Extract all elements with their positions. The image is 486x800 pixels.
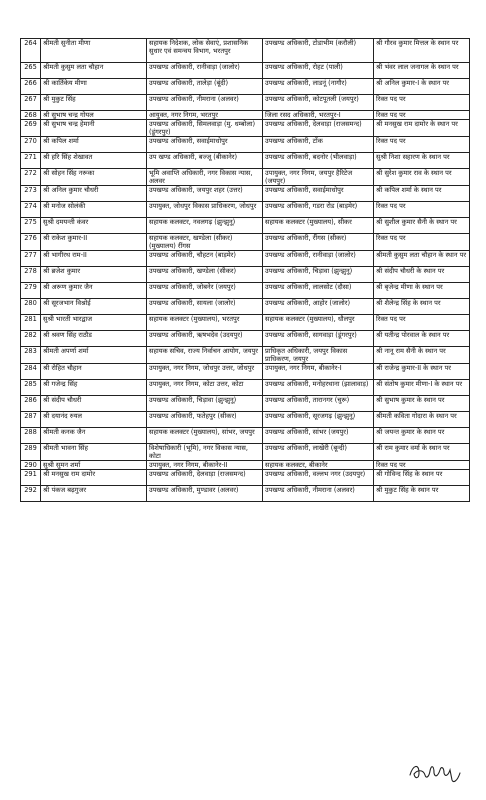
officer-name-cell: श्रीमती कनक जैन bbox=[41, 428, 147, 444]
remark-cell: श्री कपिल शर्मा के स्थान पर bbox=[374, 186, 470, 202]
signature bbox=[407, 753, 465, 783]
new-posting-cell: उपखण्ड अधिकारी, रींगस (सीकर) bbox=[263, 234, 374, 251]
serial-cell: 284 bbox=[21, 364, 41, 380]
remark-cell: श्री बृजेन्द्र मीणा के स्थान पर bbox=[374, 283, 470, 299]
new-posting-cell: सहायक कलक्टर (मुख्यालय), धौलपुर bbox=[263, 315, 374, 331]
table-row bbox=[21, 299, 470, 315]
remark-cell: श्री मनसुख राम दामोर के स्थान पर bbox=[374, 120, 470, 137]
serial-cell: 267 bbox=[21, 95, 41, 111]
current-post-cell: उपायुक्त, जोधपुर विकास प्राधिकरण, जोधपुर bbox=[147, 202, 263, 218]
serial-cell: 292 bbox=[21, 486, 41, 502]
current-post-cell: उपखण्ड अधिकारी, जोबनेर (जयपुर) bbox=[147, 283, 263, 299]
officer-name-cell: श्री कार्तिकेय मीणा bbox=[41, 79, 147, 95]
new-posting-cell: जिला रसद अधिकारी, भरतपुर-I bbox=[263, 111, 374, 120]
remark-cell: श्री अनिल कुमार-I के स्थान पर bbox=[374, 79, 470, 95]
current-post-cell: भूमि अवाप्ति अधिकारी, नगर विकास न्यास, अलवर bbox=[147, 169, 263, 186]
table-row bbox=[21, 331, 470, 347]
table-row bbox=[21, 444, 470, 461]
officer-name-cell: श्री सुभाष चन्द्र गोयल bbox=[41, 111, 147, 120]
remark-cell: श्री गौरव कुमार मित्तल के स्थान पर bbox=[374, 39, 470, 63]
remark-cell: श्री नानू राम सैनी के स्थान पर bbox=[374, 347, 470, 364]
officer-name-cell: श्री श्रवण सिंह राठौड bbox=[41, 331, 147, 347]
officer-name-cell: श्रीमती अपर्णा शर्मा bbox=[41, 347, 147, 364]
current-post-cell: उपखण्ड अधिकारी, जयपुर शहर (उत्तर) bbox=[147, 186, 263, 202]
new-posting-cell: उपायुक्त, नगर निगम, बीकानेर-I bbox=[263, 364, 374, 380]
officer-name-cell: श्री कपिल शर्मा bbox=[41, 137, 147, 153]
current-post-cell: उपायुक्त, नगर निगम, जोधपुर उत्तर, जोधपुर bbox=[147, 364, 263, 380]
table-row bbox=[21, 137, 470, 153]
table-row bbox=[21, 202, 470, 218]
current-post-cell: विशेषाधिकारी (भूमि), नगर विकास न्यास, कोटा bbox=[147, 444, 263, 461]
remark-cell: श्रीमती कुसुम लता चौहान के स्थान पर bbox=[374, 251, 470, 267]
remark-cell: श्री शैलेन्द्र सिंह के स्थान पर bbox=[374, 299, 470, 315]
current-post-cell: उपखण्ड अधिकारी, सायला (जालोर) bbox=[147, 299, 263, 315]
table-row bbox=[21, 428, 470, 444]
remark-cell: रिक्त पद पर bbox=[374, 315, 470, 331]
new-posting-cell: उपखण्ड अधिकारी, आहोर (जालोर) bbox=[263, 299, 374, 315]
officer-name-cell: श्री राकेश कुमार-II bbox=[41, 234, 147, 251]
officer-name-cell: श्री मनसुख राम दामोर bbox=[41, 470, 147, 486]
table-row bbox=[21, 486, 470, 502]
serial-cell: 286 bbox=[21, 396, 41, 412]
current-post-cell: उपखण्ड अधिकारी, चौहटन (बाड़मेर) bbox=[147, 251, 263, 267]
remark-cell: रिक्त पद पर bbox=[374, 461, 470, 470]
table-row bbox=[21, 186, 470, 202]
serial-cell: 272 bbox=[21, 169, 41, 186]
new-posting-cell: उपखण्ड अधिकारी, बदनोर (भीलवाड़ा) bbox=[263, 153, 374, 169]
serial-cell: 269 bbox=[21, 120, 41, 137]
serial-cell: 271 bbox=[21, 153, 41, 169]
new-posting-cell: उपायुक्त, नगर निगम, जयपुर हैरिटेज (जयपुर) bbox=[263, 169, 374, 186]
current-post-cell: उपखण्ड अधिकारी, देलवाड़ा (राजसमन्द) bbox=[147, 470, 263, 486]
serial-cell: 277 bbox=[21, 251, 41, 267]
transfer-order-document bbox=[20, 38, 469, 502]
new-posting-cell: प्राधिकृत अधिकारी, जयपुर विकास प्राधिकरण, जयपुर bbox=[263, 347, 374, 364]
officer-name-cell: सुश्री सुमन शर्मा bbox=[41, 461, 147, 470]
table-row bbox=[21, 283, 470, 299]
remark-cell: श्री सुरेश कुमार राव के स्थान पर bbox=[374, 169, 470, 186]
current-post-cell: उपखण्ड अधिकारी, रानीवाड़ा (जालोर) bbox=[147, 63, 263, 79]
table-row bbox=[21, 63, 470, 79]
table-row bbox=[21, 169, 470, 186]
new-posting-cell: उपखण्ड अधिकारी, देलवाड़ा (राजसमन्द) bbox=[263, 120, 374, 137]
officer-name-cell: श्री रोहित चौहान bbox=[41, 364, 147, 380]
officer-name-cell: सुश्री दमयन्ती कंवर bbox=[41, 218, 147, 234]
remark-cell: श्री संतोष कुमार मीणा-I के स्थान पर bbox=[374, 380, 470, 396]
current-post-cell: उपखण्ड अधिकारी, सवाईमाधोपुर bbox=[147, 137, 263, 153]
remark-cell: श्री भंवर लाल जनागल के स्थान पर bbox=[374, 63, 470, 79]
remark-cell: श्री यतीन्द्र पोरवाल के स्थान पर bbox=[374, 331, 470, 347]
serial-cell: 290 bbox=[21, 461, 41, 470]
current-post-cell: उप खण्ड अधिकारी, बज्जू (बीकानेर) bbox=[147, 153, 263, 169]
remark-cell: रिक्त पद पर bbox=[374, 111, 470, 120]
serial-cell: 289 bbox=[21, 444, 41, 461]
table-row bbox=[21, 470, 470, 486]
table-row bbox=[21, 95, 470, 111]
serial-cell: 281 bbox=[21, 315, 41, 331]
officer-name-cell: श्री भागीरथ राम-II bbox=[41, 251, 147, 267]
current-post-cell: सहायक सचिव, राज्य निर्वाचन आयोग, जयपुर bbox=[147, 347, 263, 364]
remark-cell: श्रीमती कविता गोदारा के स्थान पर bbox=[374, 412, 470, 428]
table-row bbox=[21, 380, 470, 396]
current-post-cell: सहायक निदेशक, लोक सेवाएं, प्रशासनिक सुधार एवं समन्वय विभाग, भरतपुर bbox=[147, 39, 263, 63]
new-posting-cell: उपखण्ड अधिकारी, लालसोट (दौसा) bbox=[263, 283, 374, 299]
table-row bbox=[21, 347, 470, 364]
new-posting-cell: सहायक कलक्टर (मुख्यालय), सीकर bbox=[263, 218, 374, 234]
officer-name-cell: श्री हरि सिंह शेखावत bbox=[41, 153, 147, 169]
serial-cell: 264 bbox=[21, 39, 41, 63]
new-posting-cell: उपखण्ड अधिकारी, कोटपूतली (जयपुर) bbox=[263, 95, 374, 111]
officer-name-cell: श्रीमती भावना सिंह bbox=[41, 444, 147, 461]
transfer-table bbox=[20, 38, 470, 502]
table-row bbox=[21, 315, 470, 331]
current-post-cell: उपखण्ड अधिकारी, मुण्डावर (अलवर) bbox=[147, 486, 263, 502]
serial-cell: 275 bbox=[21, 218, 41, 234]
officer-name-cell: श्री मनोज सोलंकी bbox=[41, 202, 147, 218]
officer-name-cell: श्री गजेन्द्र सिंह bbox=[41, 380, 147, 396]
officer-name-cell: श्रीमती कुसुम लता चौहान bbox=[41, 63, 147, 79]
serial-cell: 270 bbox=[21, 137, 41, 153]
serial-cell: 282 bbox=[21, 331, 41, 347]
officer-name-cell: श्री संदीप चौधरी bbox=[41, 396, 147, 412]
table-row bbox=[21, 218, 470, 234]
current-post-cell: उपखण्ड अधिकारी, चिड़ावा (झुन्झुनू) bbox=[147, 396, 263, 412]
serial-cell: 276 bbox=[21, 234, 41, 251]
new-posting-cell: उपखण्ड अधिकारी, सागवाड़ा (डूंगरपुर) bbox=[263, 331, 374, 347]
new-posting-cell: उपखण्ड अधिकारी, सूरजगढ़ (झुन्झुनू) bbox=[263, 412, 374, 428]
officer-name-cell: श्री दयानंद रुयल bbox=[41, 412, 147, 428]
new-posting-cell: उपखण्ड अधिकारी, चिड़ावा (झुन्झुनू) bbox=[263, 267, 374, 283]
serial-cell: 287 bbox=[21, 412, 41, 428]
current-post-cell: सहायक कलक्टर, खण्डेला (सीकर) (मुख्यालय) रींगस bbox=[147, 234, 263, 251]
remark-cell: श्री राजेन्द्र कुमार-II के स्थान पर bbox=[374, 364, 470, 380]
remark-cell: रिक्त पद पर bbox=[374, 95, 470, 111]
transfer-table-body bbox=[21, 39, 470, 502]
table-row bbox=[21, 412, 470, 428]
new-posting-cell: उपखण्ड अधिकारी, नीमराना (अलवर) bbox=[263, 486, 374, 502]
table-row bbox=[21, 461, 470, 470]
table-row bbox=[21, 79, 470, 95]
current-post-cell: आयुक्त, नगर निगम, भरतपुर bbox=[147, 111, 263, 120]
remark-cell: श्री सुशील कुमार सैनी के स्थान पर bbox=[374, 218, 470, 234]
new-posting-cell: उपखण्ड अधिकारी, सांभर (जयपुर) bbox=[263, 428, 374, 444]
serial-cell: 278 bbox=[21, 267, 41, 283]
serial-cell: 283 bbox=[21, 347, 41, 364]
new-posting-cell: उपखण्ड अधिकारी, मनोहरथाना (झालावाड़) bbox=[263, 380, 374, 396]
new-posting-cell: उपखण्ड अधिकारी, टोंक bbox=[263, 137, 374, 153]
officer-name-cell: श्री सूरजभान विश्नोई bbox=[41, 299, 147, 315]
remark-cell: रिक्त पद पर bbox=[374, 137, 470, 153]
remark-cell: श्री जयन्त कुमार के स्थान पर bbox=[374, 428, 470, 444]
current-post-cell: उपायुक्त, नगर निगम, बीकानेर-II bbox=[147, 461, 263, 470]
table-row bbox=[21, 153, 470, 169]
remark-cell: श्री मुकुट सिंह के स्थान पर bbox=[374, 486, 470, 502]
current-post-cell: उपखण्ड अधिकारी, फतेहपुर (सीकर) bbox=[147, 412, 263, 428]
new-posting-cell: उपखण्ड अधिकारी, सवाईमाधोपुर bbox=[263, 186, 374, 202]
current-post-cell: सहायक कलक्टर (मुख्यालय), सांभर, जयपुर bbox=[147, 428, 263, 444]
table-row bbox=[21, 120, 470, 137]
new-posting-cell: उपखण्ड अधिकारी, रोहट (पाली) bbox=[263, 63, 374, 79]
new-posting-cell: उपखण्ड अधिकारी, लाखेरी (बून्दी) bbox=[263, 444, 374, 461]
current-post-cell: उपायुक्त, नगर निगम, कोटा उत्तर, कोटा bbox=[147, 380, 263, 396]
officer-name-cell: सुश्री भारती भारद्वाज bbox=[41, 315, 147, 331]
current-post-cell: सहायक कलक्टर, नवलगढ़ (झुन्झुनू) bbox=[147, 218, 263, 234]
serial-cell: 285 bbox=[21, 380, 41, 396]
current-post-cell: सहायक कलक्टर (मुख्यालय), भरतपुर bbox=[147, 315, 263, 331]
remark-cell: श्री गोविन्द सिंह के स्थान पर bbox=[374, 470, 470, 486]
officer-name-cell: श्री मुकुट सिंह bbox=[41, 95, 147, 111]
remark-cell: रिक्त पद पर bbox=[374, 202, 470, 218]
table-row bbox=[21, 364, 470, 380]
serial-cell: 279 bbox=[21, 283, 41, 299]
new-posting-cell: उपखण्ड अधिकारी, रानीवाड़ा (जालोर) bbox=[263, 251, 374, 267]
officer-name-cell: श्री सुभाष चन्द्र हेमानी bbox=[41, 120, 147, 137]
officer-name-cell: श्री सोहन सिंह नरूका bbox=[41, 169, 147, 186]
serial-cell: 265 bbox=[21, 63, 41, 79]
serial-cell: 291 bbox=[21, 470, 41, 486]
remark-cell: श्री राम कुमार वर्मा के स्थान पर bbox=[374, 444, 470, 461]
new-posting-cell: उपखण्ड अधिकारी, टोडाभीम (करौली) bbox=[263, 39, 374, 63]
serial-cell: 288 bbox=[21, 428, 41, 444]
table-row bbox=[21, 111, 470, 120]
officer-name-cell: श्री ब्रजेश कुमार bbox=[41, 267, 147, 283]
officer-name-cell: श्रीमती सुनीता मीणा bbox=[41, 39, 147, 63]
table-row bbox=[21, 251, 470, 267]
officer-name-cell: श्री अनिल कुमार चौधरी bbox=[41, 186, 147, 202]
table-row bbox=[21, 396, 470, 412]
current-post-cell: उपखण्ड अधिकारी, ऋषभदेव (उदयपुर) bbox=[147, 331, 263, 347]
new-posting-cell: उपखण्ड अधिकारी, वल्लभ नगर (उदयपुर) bbox=[263, 470, 374, 486]
serial-cell: 266 bbox=[21, 79, 41, 95]
serial-cell: 274 bbox=[21, 202, 41, 218]
remark-cell: श्री संदीप चौधरी के स्थान पर bbox=[374, 267, 470, 283]
current-post-cell: उपखण्ड अधिकारी, तालेड़ा (बूंदी) bbox=[147, 79, 263, 95]
remark-cell: श्री सुभाष कुमार के स्थान पर bbox=[374, 396, 470, 412]
current-post-cell: उपखण्ड अधिकारी, नीमराना (अलवर) bbox=[147, 95, 263, 111]
table-row bbox=[21, 234, 470, 251]
table-row bbox=[21, 39, 470, 63]
officer-name-cell: श्री अरूण कुमार जैन bbox=[41, 283, 147, 299]
serial-cell: 268 bbox=[21, 111, 41, 120]
new-posting-cell: उपखण्ड अधिकारी, तारानगर (चुरू) bbox=[263, 396, 374, 412]
current-post-cell: उपखण्ड अधिकारी, सिमलवाड़ा (मु. धम्बोला) (डूंगरपुर) bbox=[147, 120, 263, 137]
officer-name-cell: श्री पंकज बढ़गुजर bbox=[41, 486, 147, 502]
current-post-cell: उपखण्ड अधिकारी, खण्डेला (सीकर) bbox=[147, 267, 263, 283]
new-posting-cell: सहायक कलक्टर, बीकानेर bbox=[263, 461, 374, 470]
new-posting-cell: उपखण्ड अधिकारी, गडरा रोड (बाड़मेर) bbox=[263, 202, 374, 218]
serial-cell: 280 bbox=[21, 299, 41, 315]
remark-cell: सुश्री निशा सहारण के स्थान पर bbox=[374, 153, 470, 169]
new-posting-cell: उपखण्ड अधिकारी, लाडनूं (नागौर) bbox=[263, 79, 374, 95]
table-row bbox=[21, 267, 470, 283]
serial-cell: 273 bbox=[21, 186, 41, 202]
remark-cell: रिक्त पद पर bbox=[374, 234, 470, 251]
